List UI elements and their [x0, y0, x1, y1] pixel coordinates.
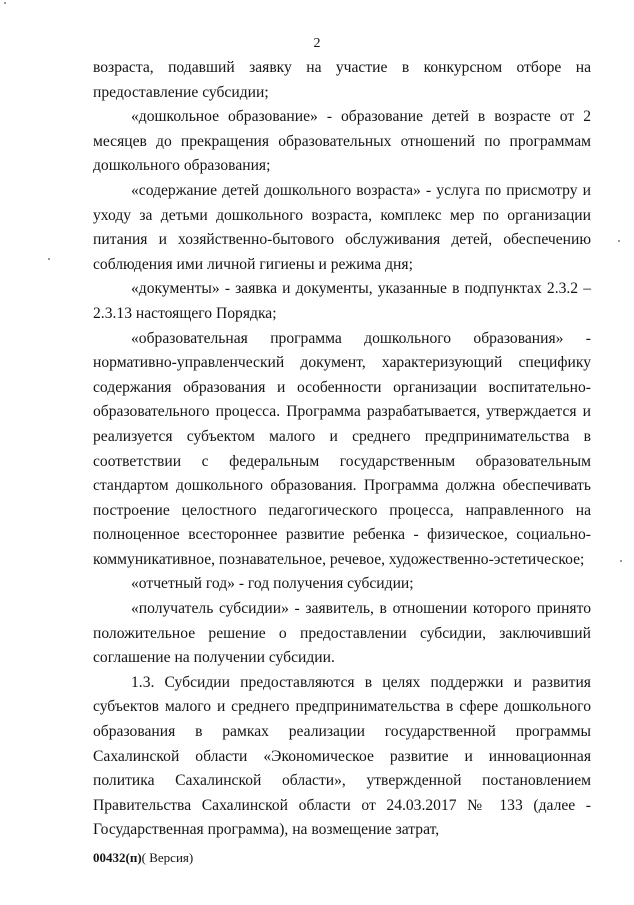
document-body — [93, 56, 591, 843]
scan-speck — [618, 240, 620, 242]
scan-speck — [4, 2, 6, 4]
paragraph-4: «документы» - заявка и документы, указанные в подпунктах 2.3.2 – 2.3.13 настоящего Порядка; — [93, 280, 591, 322]
page-number: 2 — [313, 36, 321, 51]
paragraph-3: «содержание детей дошкольного возраста» - услуга по присмотру и уходу за детьми дошкольного возраста, комплекс мер по организации питания и хозяйственно-бытового обслуживания детей, обеспечению соблюдения ими личной гигиены и режима дня; — [93, 181, 591, 273]
paragraph-7: «получатель субсидии» - заявитель, в отношении которого принято положительное решение о предоставлении субсидии, заключивший соглашение на получении субсидии. — [93, 600, 591, 667]
paragraph-2: «дошкольное образование» - образование детей в возрасте от 2 месяцев до прекращения образовательных отношений по программам дошкольного образования; — [93, 108, 591, 175]
paragraph-1: возраста, подавший заявку на участие в конкурсном отборе на предоставление субсидии; — [93, 59, 591, 101]
document-footer — [93, 850, 193, 866]
paragraph-8: 1.3. Субсидии предоставляются в целях поддержки и развития субъектов малого и среднего предпринимательства в сфере дошкольного образования в рамках реализации государственной программы Сахалинской области «Экономическое развитие и инновационная политика Сахалинской области», утвержденной постановлением Правительства Сахалинской области от 24.03.2017 № 133 (далее - Государственная программа), на возмещение затрат, — [93, 673, 591, 839]
footer-suffix: ( Версия) — [141, 850, 194, 865]
footer-code: 00432(п) — [93, 850, 142, 865]
paragraph-6: «отчетный год» - год получения субсидии; — [131, 575, 414, 593]
scan-speck — [48, 258, 50, 260]
scan-speck — [620, 560, 622, 562]
paragraph-5: «образовательная программа дошкольного образования» - нормативно-управленческий документ, характеризующий специфику содержания образования и особенности организации воспитательно-образовательного процесса. Программа разрабатывается, утверждается и реализуется субъектом малого и среднего предпринимательства в соответствии с федеральным государственным образовательным стандартом дошкольного образования. Программа должна обеспечивать построение целостного педагогического процесса, направленного на полноценное всестороннее развитие ребенка - физическое, социально-коммуникативное, познавательное, речевое, художественно-эстетическое; — [93, 329, 591, 568]
